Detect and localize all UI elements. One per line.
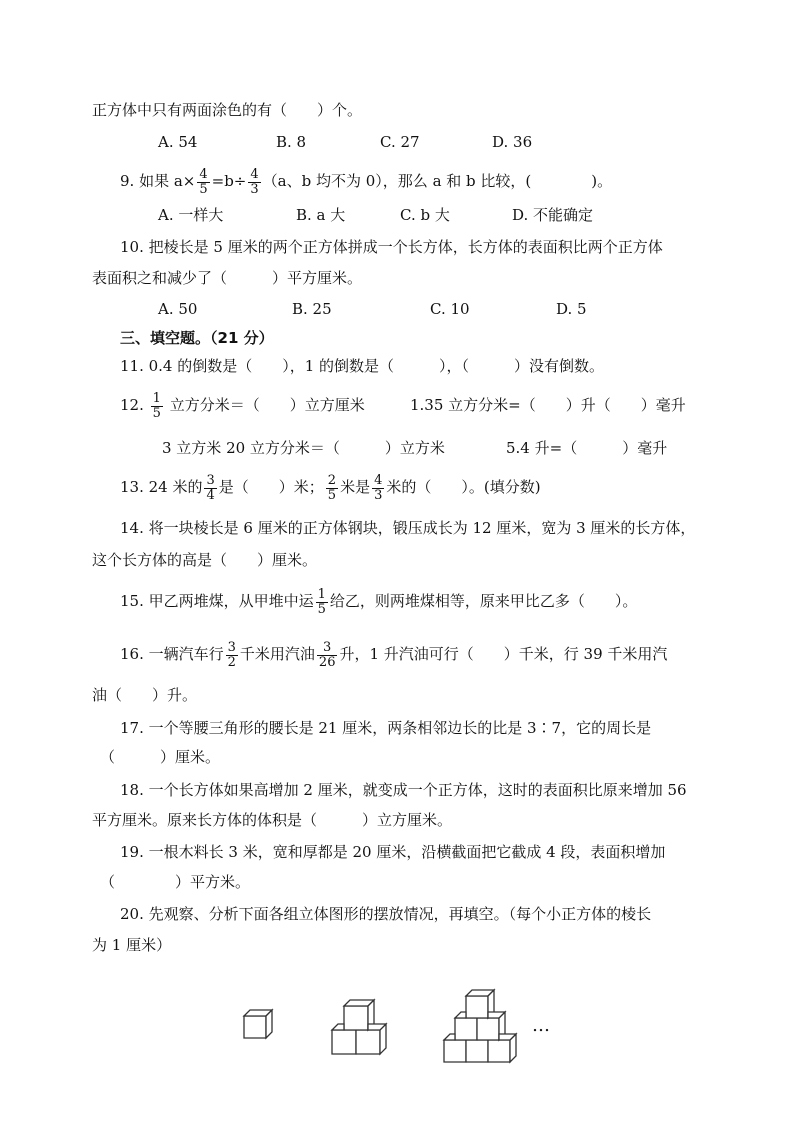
q13-fraction-1: $\frac{3}{4}$	[206, 472, 215, 503]
q12-part-2b: 5.4 升=（ ）毫升	[506, 439, 668, 457]
q13-text	[120, 470, 541, 504]
q8-option-d: D. 36	[492, 133, 533, 151]
section-3-title: 三、填空题。（21 分）	[120, 329, 274, 347]
q19-line-2: （ ）平方米。	[100, 873, 251, 891]
cube-figures	[238, 980, 538, 1070]
cube-ellipsis: …	[532, 1015, 552, 1036]
q9-option-c: C. b 大	[400, 206, 450, 224]
q11-text: 11. 0.4 的倒数是（ ），1 的倒数是（ ），（ ）没有倒数。	[120, 357, 605, 375]
q16-tail: 升，1 升汽油可行（ ）千米，行 39 千米用汽	[339, 645, 668, 663]
q8-option-a: A. 54	[158, 133, 198, 151]
q15-lead: 15. 甲乙两堆煤，从甲堆中运	[120, 592, 314, 610]
q13-mid-2: 米是	[340, 478, 371, 496]
q9-text	[120, 166, 612, 197]
q12-lead: 12.	[120, 396, 144, 414]
q13-tail: 米的（ ）。(填分数)	[386, 478, 541, 496]
q17-line-1: 17. 一个等腰三角形的腰长是 21 厘米，两条相邻边长的比是 3∶7，它的周长是	[120, 719, 652, 737]
q13-fraction-2: $\frac{2}{5}$	[327, 472, 337, 503]
q13-lead: 13. 24 米的	[120, 478, 203, 496]
q9-tail: （a、b 均不为 0），那么 a 和 b 比较，( )。	[262, 172, 613, 190]
q19-line-1: 19. 一根木料长 3 米，宽和厚都是 20 厘米，沿横截面把它截成 4 段，表面积增加	[120, 843, 666, 861]
q18-line-2: 平方厘米。原来长方体的体积是（ ）立方厘米。	[92, 811, 453, 829]
q12-fraction: $\frac{1}{5}$	[152, 390, 161, 421]
q10-option-a: A. 50	[158, 300, 198, 318]
q14-line-1: 14. 将一块棱长是 6 厘米的正方体钢块，锻压成长为 12 厘米，宽为 3 厘米的长方体，	[120, 519, 696, 537]
q9-option-d: D. 不能确定	[512, 206, 594, 224]
q18-line-1: 18. 一个长方体如果高增加 2 厘米，就变成一个正方体，这时的表面积比原来增加 56	[120, 781, 687, 799]
q12-part-1b: 1.35 立方分米=（ ）升（ ）毫升	[410, 396, 686, 414]
q9-fraction-2: $\frac{4}{3}$	[250, 166, 259, 197]
q10-option-c: C. 10	[430, 300, 470, 318]
q10-option-d: D. 5	[556, 300, 587, 318]
cube-figure-1	[244, 1010, 272, 1038]
q15-text	[120, 583, 637, 619]
q16-fraction-2: $\frac{3}{26}$	[318, 639, 336, 670]
q10-line-1: 10. 把棱长是 5 厘米的两个正方体拼成一个长方体，长方体的表面积比两个正方体	[120, 238, 663, 256]
q16-mid: 千米用汽油	[239, 645, 315, 663]
q13-mid-1: 是（ ）米；	[218, 478, 324, 496]
q9-mid: =b÷	[211, 172, 247, 190]
q20-line-1: 20. 先观察、分析下面各组立体图形的摆放情况，再填空。（每个小正方体的棱长	[120, 905, 652, 923]
q8-option-c: C. 27	[380, 133, 420, 151]
q8-text: 正方体中只有两面涂色的有（ ）个。	[92, 101, 363, 119]
q16-line-1	[120, 636, 667, 672]
q15-fraction: $\frac{1}{5}$	[317, 586, 326, 617]
q20-line-2: 为 1 厘米）	[92, 936, 172, 954]
cube-figure-3	[444, 990, 516, 1062]
q9-fraction-1: $\frac{4}{5}$	[199, 166, 208, 197]
q16-lead: 16. 一辆汽车行	[120, 645, 224, 663]
q12-part-1a: 立方分米＝（ ）立方厘米	[169, 396, 365, 414]
q9-option-a: A. 一样大	[158, 206, 224, 224]
cube-figure-2	[332, 1000, 386, 1054]
q10-option-b: B. 25	[292, 300, 332, 318]
q9-lead: 9. 如果 a×	[120, 172, 196, 190]
q12-part-2a: 3 立方米 20 立方分米＝（ ）立方米	[162, 439, 445, 457]
q17-line-2: （ ）厘米。	[100, 748, 221, 766]
q15-tail: 给乙，则两堆煤相等，原来甲比乙多（ ）。	[329, 592, 638, 610]
q13-fraction-3: $\frac{4}{3}$	[374, 472, 383, 503]
q10-line-2: 表面积之和减少了（ ）平方厘米。	[92, 269, 363, 287]
q9-option-b: B. a 大	[296, 206, 346, 224]
q8-option-b: B. 8	[276, 133, 307, 151]
q14-line-2: 这个长方体的高是（ ）厘米。	[92, 551, 318, 569]
q12-line-1	[120, 388, 365, 422]
q16-fraction-1: $\frac{3}{2}$	[227, 639, 236, 670]
q16-line-2: 油（ ）升。	[92, 686, 198, 704]
